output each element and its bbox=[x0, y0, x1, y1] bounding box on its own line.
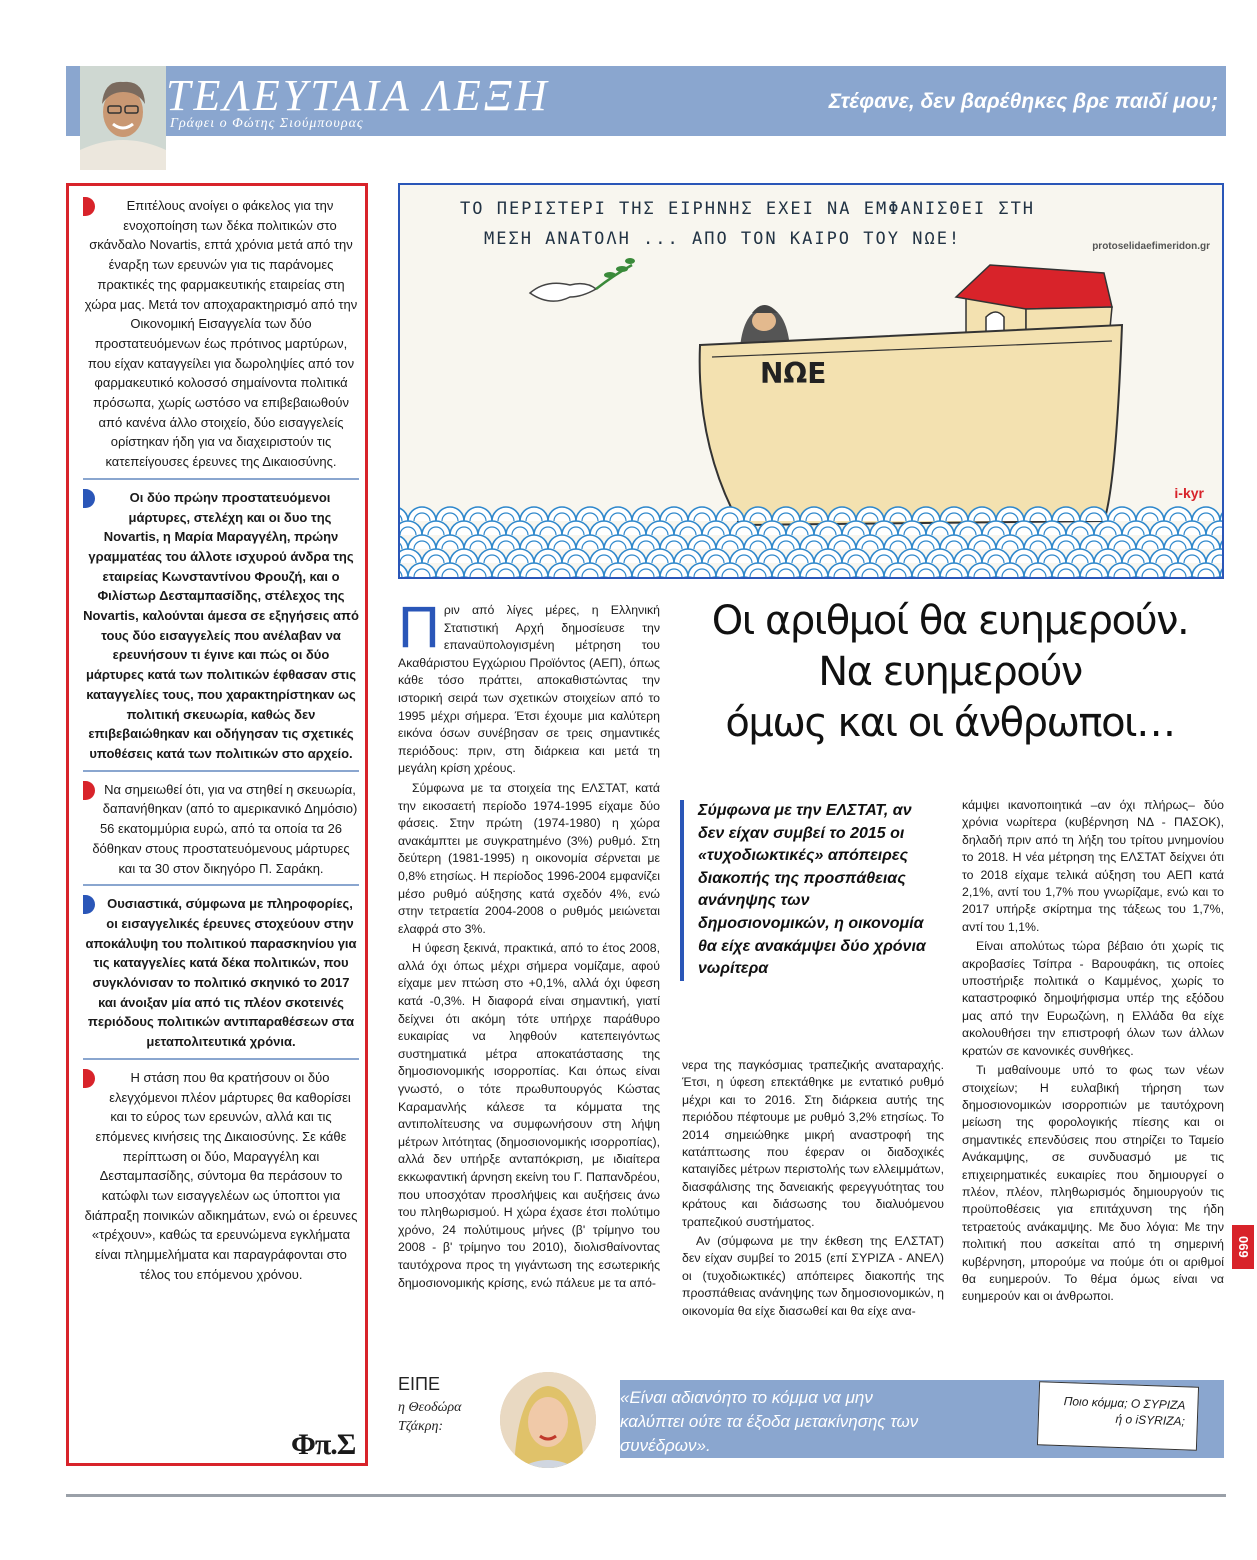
divider bbox=[83, 1058, 359, 1060]
article-paragraph: νερα της παγκόσμιας τραπεζικής αναταραχής. Έτσι, η ύφεση επεκτάθηκε με εντατικό ρυθμό μέχρι και το 2016. Στη διάρκεια αυτής της περιόδου πέφτουμε με ρυθμό 3,2% ετησίως. Το 2014 σημειώθηκε μικρή αναστροφή της κατάπτωσης που έφεραν οι διαδοχικές καταιγίδες μέτρων περιστολής των ελλειμμάτων, διασφάλισης της δανειακής φερεγγυότητας του κράτους και διάσωσης του διαλυόμενου τραπεζικού συστήματος. bbox=[682, 1058, 944, 1229]
pull-quote: Σύμφωνα με την ΕΛΣΤΑΤ, αν δεν είχαν συμβεί το 2015 οι «τυχοδιωκτικές» απόπειρες διακοπής της προσπάθειας ανάνηψης των δημοσιονομικών, η οικονομία θα είχε ανακάμψει δύο χρόνια νωρίτερα bbox=[680, 800, 942, 981]
news-briefs bbox=[83, 196, 359, 1290]
column-title: Στέφανε, δεν βαρέθηκες βρε παιδί μου; bbox=[828, 90, 1218, 113]
headline-line1: Οι αριθμοί θα ευημερούν. bbox=[711, 598, 1189, 644]
article-column-1 bbox=[398, 595, 660, 1294]
article-paragraph: Είναι απολύτως τώρα βέβαιο ότι χωρίς τις ακροβασίες Τσίπρα - Βαρουφάκη, τις οποίες υποστήριξε πολιτικά ο Καμμένος, χωρίς το καταστροφικό δημοψήφισμα υπέρ της εξόδου μας από την Ευρωζώνη, η Ελλάδα θα είχε ακολουθήσει την επιστροφή όλων των άλλων κρατών σε κανονικές συνθήκες. bbox=[962, 939, 1224, 1058]
article-paragraph: Τι μαθαίνουμε υπό το φως των νέων στοιχείων; Η ευλαβική τήρηση των δημοσιονομικών ισορροπιών με ταυτόχρονη μείωση της φορολογικής πίεσης και οι σημαντικές επενδύσεις που στηρίζει το Ταμείο Ανάκαμψης, σε συνδυασμό με τις επιχειρηματικές ευκαιρίες που δημιουργεί ο πλέον, πλέον, πληθωρισμός δημιουργούν τις προϋποθέσεις για επιτάχυνση της ήδη τετραετούς ανάκαμψης. Με δυο λόγια: Με την πολιτική που ασκείται από τη σημερινή κυβέρνηση, μπορούμε να πούμε ότι οι αριθμοί θα ευημερούν. Το θέμα όμως είναι να ευημερούν και οι άνθρωποι. bbox=[962, 1063, 1224, 1304]
article-paragraph: Πριν από λίγες μέρες, η Ελληνική Στατιστική Αρχή δημοσίευσε την επαναϋπολογισμένη μέτρηση του Ακαθάριστου Εγχώριου Προϊόντος (ΑΕΠ), όπως κάθε τόσο πράττει, αποκαθιστώντας την ιστορική σειρά των σχετικών στοιχείων από το 1995 μέχρι σήμερα. Έτσι έχουμε μια καλύτερη εικόνα όσων συνέβησαν σε τρεις σημαντικές περιόδους: πριν, στη διάρκεια και μετά τη μεγάλη κρίση χρέους. bbox=[398, 595, 660, 776]
brief-item: Οι δύο πρώην προστατευόμενοι μάρτυρες, στελέχη και οι δυο της Novartis, η Μαρία Μαραγγέλη, πρώην γραμματέας του άλλοτε ισχυρού άνδρα της εταιρείας Κωνσταντίνου Φρουζή, και ο Φιλίστωρ Δεσταμπασίδης, στέλεχος της Novartis, καλούνται άμεσα σε εξηγήσεις από τους δύο εισαγγελείς που ανέλαβαν να ερευνήσουν τι έγινε και πώς οι δύο μάρτυρες κατά των πολιτικών έφθασαν στις καταγγελίες τους, που χαρακτηρίστηκαν ως πολιτική σκευωρία, καθώς δεν επιβεβαιώθηκαν και οδήγησαν τις σχετικές υποθέσεις κατά των πολιτικών στο αρχείο. bbox=[83, 489, 359, 761]
dove-icon bbox=[530, 258, 635, 301]
blue-bullet-icon bbox=[83, 895, 95, 914]
cartoon-caption-line2: ΜΕΣΗ ΑΝΑΤΟΛΗ ... ΑΠΟ ΤΟΝ ΚΑΙΡΟ ΤΟΥ ΝΩΕ! bbox=[484, 229, 962, 249]
cartoonist-credit: i-kyr bbox=[1174, 485, 1204, 501]
signature: Φπ.Σ bbox=[291, 1428, 356, 1461]
drop-cap: Π bbox=[398, 595, 440, 660]
watermark: protoselidaefimeridon.gr bbox=[1092, 241, 1210, 252]
editor-comment: Ποιο κόμμα; Ο ΣΥΡΙΖΑ ή ο iSYRIZA; bbox=[1037, 1381, 1199, 1451]
article-paragraph: κάμψει ικανοποιητικά –αν όχι πλήρως– δύο χρόνια νωρίτερα (κυβέρνηση ΝΔ - ΠΑΣΟΚ), δηλαδή πριν από τη λήξη του τρίτου μνημονίου το 2018. Η νέα μέτρηση της ΕΛΣΤΑΤ δείχνει ότι το 2018 είχαμε τελικά αύξηση του ΑΕΠ κατά 2,1%, αντί του 1,7% που γνωρίζαμε, ενώ και το 2017 υπήρξε σκίρτημα της τάξεως του 1,7%, αντί του 1,1%. bbox=[962, 798, 1224, 934]
ark-label: ΝΩΕ bbox=[760, 357, 827, 390]
article-column-2 bbox=[682, 1057, 944, 1322]
divider bbox=[83, 478, 359, 480]
brief-item: Να σημειωθεί ότι, για να στηθεί η σκευωρία, δαπανήθηκαν (από το αμερικανικό Δημόσιο) 56 εκατομμύρια ευρώ, από τα οποία τα 26 δόθηκαν στους προστατευόμενους μάρτυρες και τα 30 στον δικηγόρο Π. Σαράκη. bbox=[83, 780, 359, 879]
section-title: ΤΕΛΕΥΤΑΙΑ ΛΕΞΗ bbox=[166, 71, 550, 120]
divider bbox=[83, 884, 359, 886]
footer-rule bbox=[66, 1494, 1226, 1497]
author-photo bbox=[80, 66, 166, 170]
quote-of-the-day bbox=[398, 1370, 1224, 1468]
column-header bbox=[66, 66, 1226, 170]
divider bbox=[83, 770, 359, 772]
headline-line2: Να ευημερούν bbox=[818, 649, 1082, 695]
cartoon bbox=[398, 183, 1224, 579]
sea-waves bbox=[400, 507, 1224, 579]
cartoon-drawing bbox=[400, 185, 1224, 579]
article-paragraph: Σύμφωνα με τα στοιχεία της ΕΛΣΤΑΤ, κατά την εικοσαετή περίοδο 1974-1995 είχαμε δύο φάσεις. Στην πρώτη (1974-1980) η χώρα ανακάμπτει με συγκρατημένο (3%) ρυθμό. Στη δεύτερη (1981-1995) η οικονομία σέρνεται με 0,8% ετησίως. Η περίοδος 1996-2004 εμφανίζει μέσο ρυθμό αύξησης κατά σχεδόν 4%, ενώ στην τετραετία 2004-2008 ο ρυθμός μειώνεται ελαφρά στο 3%. bbox=[398, 780, 660, 936]
headline-line3: όμως και οι άνθρωποι… bbox=[725, 700, 1175, 746]
blue-bullet-icon bbox=[83, 489, 95, 508]
red-bullet-icon bbox=[83, 1069, 95, 1088]
quote-text: «Είναι αδιανόητο το κόμμα να μην καλύπτει ούτε τα έξοδα μετακίνησης των συνέδρων». bbox=[620, 1388, 919, 1455]
speaker-photo bbox=[498, 1370, 598, 1470]
brief-item: Η στάση που θα κρατήσουν οι δύο ελεγχόμενοι πλέον μάρτυρες θα καθορίσει και το εύρος των ερευνών, αλλά και τις επόμενες κινήσεις της Δικαιοσύνης. Σε κάθε περίπτωση οι δύο, Μαραγγέλη και Δεσταμπασίδης, σύντομα θα περάσουν το κατώφλι των εισαγγελέων ως ύποπτοι για διάπραξη ποινικών αδικημάτων, ενώ οι έρευνες «τρέχουν», καθώς τα ερευνώμενα εγκλήματα είναι πλημμελήματα και παραγράφονται στο τέλος του επόμενου χρόνου. bbox=[84, 1069, 358, 1282]
article-column-3 bbox=[962, 797, 1224, 1308]
quote-speaker: η Θεοδώρα Τζάκρη: bbox=[398, 1400, 462, 1434]
page-number: 069 bbox=[1232, 1225, 1254, 1269]
cartoon-caption-line1: ΤΟ ΠΕΡΙΣΤΕΡΙ ΤΗΣ ΕΙΡΗΝΗΣ ΕΧΕΙ ΝΑ ΕΜΦΑΝΙΣΘΕΙ ΣΤΗ bbox=[460, 199, 1036, 219]
article-headline bbox=[672, 596, 1228, 749]
byline: Γράφει ο Φώτης Σιούμπουρας bbox=[170, 116, 364, 131]
article-paragraph: Αν (σύμφωνα με την έκθεση της ΕΛΣΤΑΤ) δεν είχαν συμβεί το 2015 (επί ΣΥΡΙΖΑ - ΑΝΕΛ) οι (τυχοδιωκτικές) απόπειρες διακοπής της προσπάθειας ανάνηψης των δημοσιονομικών, η οικονομία θα είχε διασωθεί και θα είχε ανα- bbox=[682, 1234, 944, 1318]
quote-label: ΕΙΠΕ bbox=[398, 1374, 441, 1394]
red-bullet-icon bbox=[83, 781, 95, 800]
brief-item: Ουσιαστικά, σύμφωνα με πληροφορίες, οι εισαγγελικές έρευνες στοχεύουν στην αποκάλυψη του πολιτικού παρασκηνίου για τις καταγγελίες κατά δέκα πολιτικών, που συγκλόνισαν το πολιτικό σκηνικό το 2017 και άνοιξαν μία από τις πλέον σκοτεινές περιόδους πολιτικών αντιπαραθέσεων στα μεταπολιτευτικά χρόνια. bbox=[83, 894, 359, 1052]
news-briefs-box bbox=[66, 183, 368, 1466]
article-paragraph: Η ύφεση ξεκινά, πρακτικά, από το έτος 2008, αλλά όχι όπως μέχρι σήμερα νομίζαμε, αφού είχαμε μεν πτώση στο +0,1%, αλλά όχι ύφεση κατά -0,3%. Η διαφορά είναι σημαντική, γιατί δείχνει ότι ακόμη τότε υπήρχε παράθυρο ευκαιρίας να ληφθούν κατεπειγόντως συστηματικά μέτρα αποκατάστασης της δημοσιονομικής ισορροπίας. Και όπως είναι γνωστό, ο τότε πρωθυπουργός Κώστας Καραμανλής κάλεσε τα κόμματα της αντιπολίτευσης να συμφωνήσουν στη λήψη μέτρων λιτότητας (δημοσιονομικής ισορροπίας), αλλά δεν υπήρξε ανταπόκριση, με ιδιαίτερα εκκωφαντική άρνηση εκείνη του Γ. Παπανδρέου, που υποσχόταν προσλήψεις και αυξήσεις άνω του πληθωρισμού. Η χώρα έχασε έτσι πολύτιμο χρόνο, 24 πολύτιμους μήνες (β' τρίμηνο του 2008 - β' τρίμηνο του 2010), διολισθαίνοντας ταυτόχρονα προς τη γιγάντωση της εσωτερικής δημοσιονομικής κρίσης, ενώ πάλευε με τα από- bbox=[398, 941, 660, 1290]
brief-item: Επιτέλους ανοίγει ο φάκελος για την ενοχοποίηση των δέκα πολιτικών στο σκάνδαλο Novartis, επτά χρόνια μετά από την έναρξη των ερευνών για τις παράνομες πρακτικές της φαρμακευτικής εταιρείας στη χώρα μας. Μετά τον αποχαρακτηρισμό από την Οικονομική Εισαγγελία των δύο προστατευόμενων έως πρότινος μαρτύρων, που είχαν καταγγείλει για δωροληψίες από τον φαρμακευτικό κολοσσό σημαίνοντα πολιτικά πρόσωπα, χωρίς ωστόσο να επιβεβαιωθούν από κανένα άλλο στοιχείο, δύο εισαγγελείς ορίστηκαν ήδη για να διαχειριστούν τις κατεπείγουσες έρευνες της Δικαιοσύνης. bbox=[84, 198, 358, 470]
red-bullet-icon bbox=[83, 197, 95, 216]
